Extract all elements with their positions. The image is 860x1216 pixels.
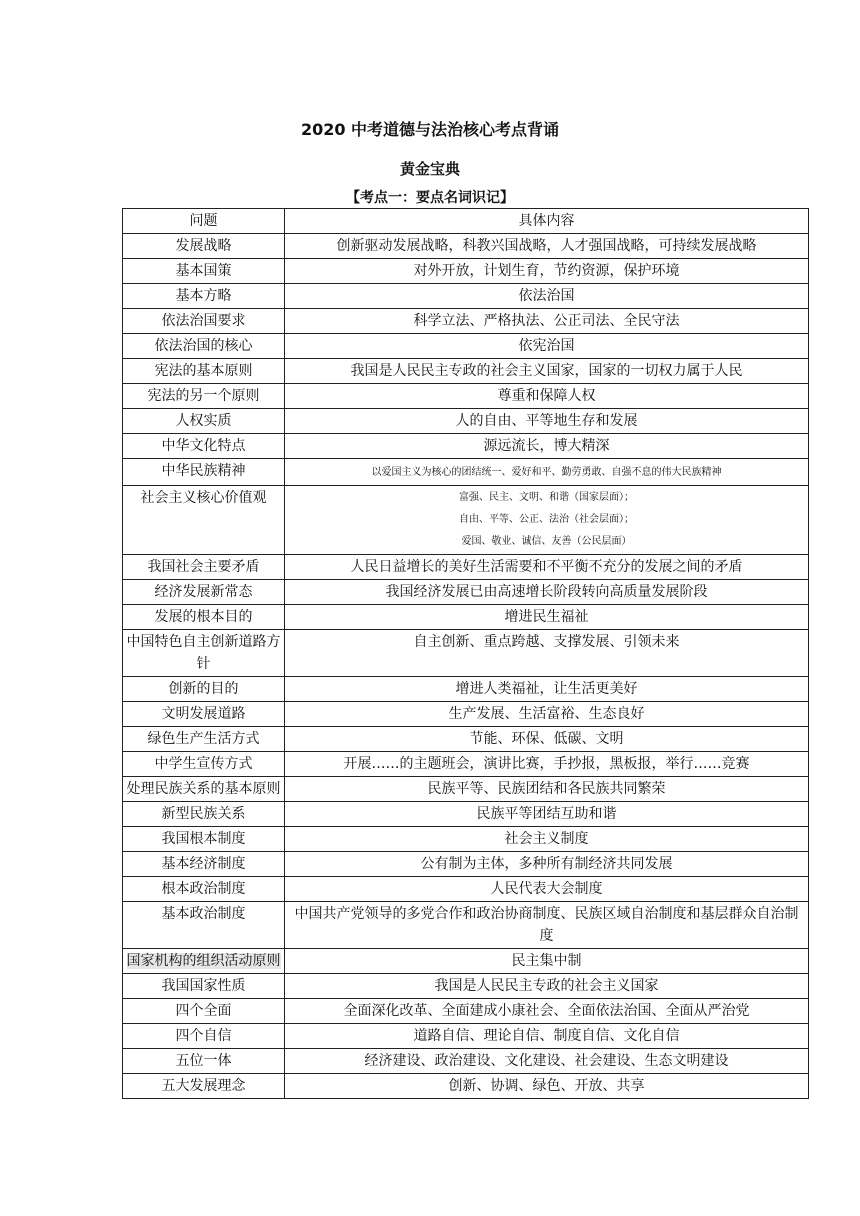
row-question [123, 434, 285, 459]
content-text: 社会主义制度 [504, 831, 589, 847]
row-question [123, 677, 285, 702]
content-text: 尊重和保障人权 [497, 388, 596, 404]
row-content [285, 702, 809, 727]
question-text: 五位一体 [175, 1053, 232, 1069]
row-content [285, 434, 809, 459]
row-content [285, 284, 809, 309]
table-row [123, 777, 809, 802]
table-row [123, 702, 809, 727]
table-row [123, 309, 809, 334]
question-text: 基本政治制度 [161, 906, 246, 922]
row-content [285, 1049, 809, 1074]
table-row [123, 555, 809, 580]
table-row [123, 852, 809, 877]
row-content [285, 852, 809, 877]
row-question [123, 309, 285, 334]
question-text: 我国社会主要矛盾 [147, 559, 260, 575]
table-row [123, 486, 809, 555]
row-content [285, 605, 809, 630]
row-content [285, 409, 809, 434]
table-row [123, 605, 809, 630]
table-row [123, 234, 809, 259]
question-text: 中华民族精神 [161, 463, 246, 479]
table-row [123, 727, 809, 752]
row-question [123, 1024, 285, 1049]
table-row [123, 284, 809, 309]
row-question [123, 852, 285, 877]
row-question [123, 1049, 285, 1074]
row-content [285, 630, 809, 677]
row-content [285, 877, 809, 902]
row-question [123, 334, 285, 359]
content-text: 节能、环保、低碳、文明 [469, 731, 624, 747]
content-text: 依宪治国 [518, 338, 575, 354]
question-text: 中国特色自主创新道路方针 [126, 634, 281, 672]
row-content [285, 359, 809, 384]
table-row [123, 580, 809, 605]
table-row [123, 1074, 809, 1099]
row-question [123, 359, 285, 384]
content-text: 科学立法、严格执法、公正司法、全民守法 [413, 313, 680, 329]
question-text: 处理民族关系的基本原则 [126, 781, 281, 797]
content-text: 创新、协调、绿色、开放、共享 [448, 1078, 645, 1094]
row-content [285, 459, 809, 486]
question-text: 绿色生产生活方式 [147, 731, 260, 747]
row-question [123, 630, 285, 677]
row-question [123, 727, 285, 752]
row-question [123, 802, 285, 827]
row-question [123, 605, 285, 630]
question-text: 创新的目的 [168, 681, 239, 697]
question-text: 宪法的另一个原则 [147, 388, 260, 404]
question-text: 基本国策 [175, 263, 232, 279]
table-row [123, 259, 809, 284]
row-content [285, 555, 809, 580]
table-row [123, 334, 809, 359]
content-text: 中国共产党领导的多党合作和政治协商制度、民族区域自治制度和基层群众自治制度 [294, 906, 799, 944]
question-text: 经济发展新常态 [154, 584, 253, 600]
content-text: 增进人类福祉，让生活更美好 [455, 681, 638, 697]
row-question [123, 902, 285, 949]
table-row [123, 974, 809, 999]
content-text: 人民日益增长的美好生活需要和不平衡不充分的发展之间的矛盾 [350, 559, 743, 575]
row-question [123, 777, 285, 802]
row-content [285, 752, 809, 777]
content-line: 爱国、敬业、诚信、友善（公民层面） [461, 536, 632, 547]
question-text: 文明发展道路 [161, 706, 246, 722]
table-row [123, 949, 809, 974]
table-row [123, 677, 809, 702]
row-question [123, 580, 285, 605]
row-content [285, 999, 809, 1024]
row-question [123, 1074, 285, 1099]
row-question [123, 409, 285, 434]
table-row [123, 409, 809, 434]
table-row [123, 1024, 809, 1049]
row-question [123, 284, 285, 309]
question-text: 发展的根本目的 [154, 609, 253, 625]
question-text: 基本方略 [175, 288, 232, 304]
content-text: 我国经济发展已由高速增长阶段转向高质量发展阶段 [385, 584, 708, 600]
table-row [123, 434, 809, 459]
section-heading: 【考点一：要点名词识记】 [346, 190, 514, 206]
question-text: 依法治国的核心 [154, 338, 253, 354]
row-content [285, 974, 809, 999]
row-question [123, 974, 285, 999]
content-text: 民族平等、民族团结和各民族共同繁荣 [427, 781, 666, 797]
row-content [285, 1024, 809, 1049]
table-row [123, 630, 809, 677]
row-content [285, 902, 809, 949]
content-text: 以爱国主义为核心的团结统一、爱好和平、勤劳勇敢、自强不息的伟大民族精神 [371, 467, 722, 478]
content-text: 公有制为主体，多种所有制经济共同发展 [420, 856, 673, 872]
row-content [285, 234, 809, 259]
question-text: 根本政治制度 [161, 881, 246, 897]
question-text: 人权实质 [175, 413, 232, 429]
content-text: 源远流长，博大精深 [483, 438, 610, 454]
content-text: 创新驱动发展战略，科教兴国战略，人才强国战略，可持续发展战略 [336, 238, 757, 254]
content-text: 道路自信、理论自信、制度自信、文化自信 [413, 1028, 680, 1044]
table-row [123, 827, 809, 852]
question-text: 发展战略 [175, 238, 232, 254]
row-question [123, 384, 285, 409]
key-terms-table [122, 208, 809, 1099]
question-text: 中华文化特点 [161, 438, 246, 454]
content-text: 民主集中制 [511, 953, 582, 969]
table-row [123, 1049, 809, 1074]
row-question [123, 459, 285, 486]
row-content [285, 949, 809, 974]
document-subtitle: 黄金宝典 [399, 160, 460, 178]
row-content [285, 259, 809, 284]
content-text: 开展……的主题班会，演讲比赛，手抄报，黑板报，举行……竞赛 [343, 756, 750, 772]
row-content [285, 677, 809, 702]
content-text: 自主创新、重点跨越、支撑发展、引领未来 [413, 634, 680, 650]
content-text: 全面深化改革、全面建成小康社会、全面依法治国、全面从严治党 [343, 1003, 750, 1019]
content-text: 经济建设、政治建设、文化建设、社会建设、生态文明建设 [364, 1053, 729, 1069]
content-text: 民族平等团结互助和谐 [476, 806, 617, 822]
row-content [285, 777, 809, 802]
row-question [123, 234, 285, 259]
row-question [123, 702, 285, 727]
row-question [123, 949, 285, 974]
content-text: 人的自由、平等地生存和发展 [455, 413, 638, 429]
content-text: 生产发展、生活富裕、生态良好 [448, 706, 645, 722]
row-question [123, 999, 285, 1024]
question-text: 中学生宣传方式 [154, 756, 253, 772]
question-text: 四个全面 [175, 1003, 232, 1019]
content-line: 富强、民主、文明、和谐（国家层面）； [459, 492, 634, 503]
row-question [123, 259, 285, 284]
document-title: 2020 中考道德与法治核心考点背诵 [300, 120, 560, 139]
row-content [285, 334, 809, 359]
content-text: 我国是人民民主专政的社会主义国家，国家的一切权力属于人民 [350, 363, 743, 379]
table-row [123, 384, 809, 409]
row-question [123, 555, 285, 580]
table-row [123, 752, 809, 777]
content-text: 依法治国 [518, 288, 575, 304]
table-row [123, 902, 809, 949]
row-content [285, 827, 809, 852]
question-text: 社会主义核心价值观 [140, 490, 267, 506]
table-row [123, 359, 809, 384]
header-question: 问题 [123, 209, 285, 234]
row-content [285, 486, 809, 555]
table-row [123, 999, 809, 1024]
header-content: 具体内容 [285, 209, 809, 234]
question-text: 我国国家性质 [161, 978, 246, 994]
table-header-row [123, 209, 809, 234]
question-text: 国家机构的组织活动原则 [126, 953, 281, 969]
table-row [123, 877, 809, 902]
content-text: 增进民生福祉 [504, 609, 589, 625]
row-content [285, 309, 809, 334]
question-text: 宪法的基本原则 [154, 363, 253, 379]
row-content [285, 727, 809, 752]
row-question [123, 752, 285, 777]
question-text: 基本经济制度 [161, 856, 246, 872]
question-text: 五大发展理念 [161, 1078, 246, 1094]
content-line: 自由、平等、公正、法治（社会层面）； [459, 514, 634, 525]
question-text: 四个自信 [175, 1028, 232, 1044]
table-row [123, 802, 809, 827]
question-text: 依法治国要求 [161, 313, 246, 329]
row-content [285, 1074, 809, 1099]
row-question [123, 877, 285, 902]
content-text: 对外开放，计划生育，节约资源，保护环境 [413, 263, 680, 279]
question-text: 新型民族关系 [161, 806, 246, 822]
row-content [285, 802, 809, 827]
content-text: 人民代表大会制度 [490, 881, 603, 897]
row-content [285, 580, 809, 605]
row-question [123, 486, 285, 555]
table-row [123, 459, 809, 486]
row-content [285, 384, 809, 409]
content-text: 我国是人民民主专政的社会主义国家 [434, 978, 659, 994]
question-text: 我国根本制度 [161, 831, 246, 847]
row-question [123, 827, 285, 852]
